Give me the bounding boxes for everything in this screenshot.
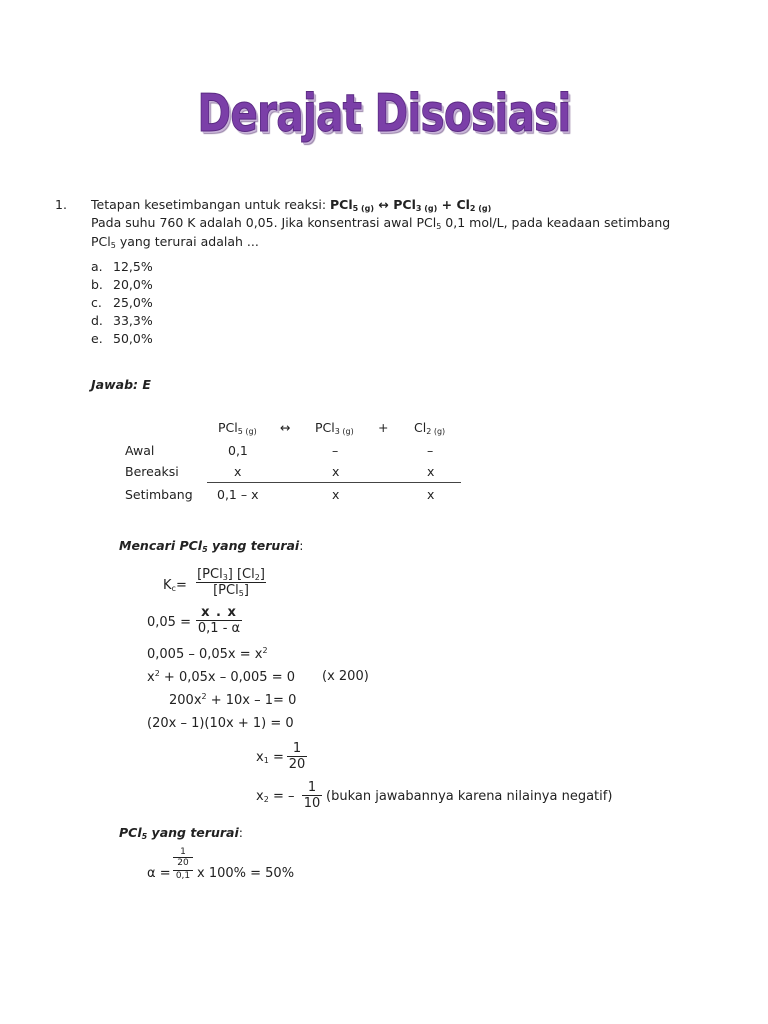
alpha-lhs: α = <box>147 866 171 881</box>
table-header-cl2: $Cl_{2 (g)}$ <box>414 420 446 436</box>
table-cell: – <box>427 443 434 458</box>
table-cell: 0,1 <box>228 443 248 458</box>
table-header-plus: + <box>378 420 389 435</box>
x1-fraction: $\frac{1}{20}$ <box>288 741 306 772</box>
table-cell: x <box>427 487 435 502</box>
eq1-fraction: $\frac{x . x}{0,1 - \alpha}$ <box>197 605 241 636</box>
kc-lhs: $K_c=$ <box>163 578 187 593</box>
kc-fraction <box>196 567 266 598</box>
section-heading-2: PCl$_5$ yang terurai: <box>119 825 243 841</box>
x2-lhs: $x_2$ = – <box>256 789 295 804</box>
reaction-equation: PCl$_{5 (g)}$ ↔ $PCl_{3 (g)} + Cl_{2 (g)}$ <box>330 197 492 213</box>
table-row-label: Bereaksi <box>125 464 179 479</box>
table-header-pcl5: PCl$_{5 (g)}$ <box>218 420 257 436</box>
equation-2: $0,005 - 0,05x = x^2$ <box>147 646 268 662</box>
option-e: e. 50,0% <box>91 331 153 346</box>
table-cell: x <box>427 464 435 479</box>
table-cell: 0,1 – x <box>217 487 259 502</box>
table-cell: x <box>332 487 340 502</box>
table-cell: – <box>332 443 339 458</box>
equation-3: $x^2 + 0,05x - 0,005 = 0$ <box>147 669 296 685</box>
equation-4: $200x^2 + 10x - 1= 0$ <box>169 692 297 708</box>
x2-note: (bukan jawabannya karena nilainya negatif) <box>326 789 613 804</box>
alpha-fraction: 1 20 0,1 <box>173 847 193 881</box>
kc-denominator: [PCl$_5$] <box>196 582 266 598</box>
x1-lhs: $x_1$ = <box>256 750 284 765</box>
x2-fraction: $\frac{1}{10}$ <box>303 780 321 811</box>
option-d: d. 33,3% <box>91 313 153 328</box>
table-header-pcl3: PCl$_{3 (g)}$ <box>315 420 354 436</box>
table-row-label: Awal <box>125 443 155 458</box>
option-c: c. 25,0% <box>91 295 153 310</box>
question-number: 1. <box>55 197 67 212</box>
question-line-2: Pada suhu 760 K adalah 0,05. Jika konsentrasi awal PCl$_5$ 0,1 mol/L, pada keadaan setimbang <box>91 215 671 231</box>
table-divider <box>207 482 461 483</box>
eq1-lhs: 0,05 = <box>147 615 191 630</box>
table-cell: x <box>234 464 242 479</box>
alpha-rhs: x 100% = 50% <box>197 866 295 881</box>
table-row-label: Setimbang <box>125 487 193 502</box>
equation-5: (20x – 1)(10x + 1) = 0 <box>147 716 294 731</box>
section-heading-1: Mencari PCl$_5$ yang terurai: <box>119 538 304 554</box>
kc-numerator: [PCl$_3$] $[Cl_2]$ <box>197 567 265 582</box>
question-line-1: Tetapan kesetimbangan untuk reaksi: PCl$_{5 (g)}$ ↔ $PCl_{3 (g)} + Cl_{2 (g)}$ <box>91 197 492 213</box>
table-header-arrow: ↔ <box>280 420 291 435</box>
option-a: a. 12,5% <box>91 259 153 274</box>
option-b: b. 20,0% <box>91 277 153 292</box>
answer-label: Jawab: E <box>91 377 151 392</box>
table-cell: x <box>332 464 340 479</box>
equation-3-note: (x 200) <box>322 669 369 684</box>
question-line-3: PCl$_5$ yang terurai adalah ... <box>91 234 259 250</box>
page-title: Derajat Disosiasi <box>197 84 571 144</box>
